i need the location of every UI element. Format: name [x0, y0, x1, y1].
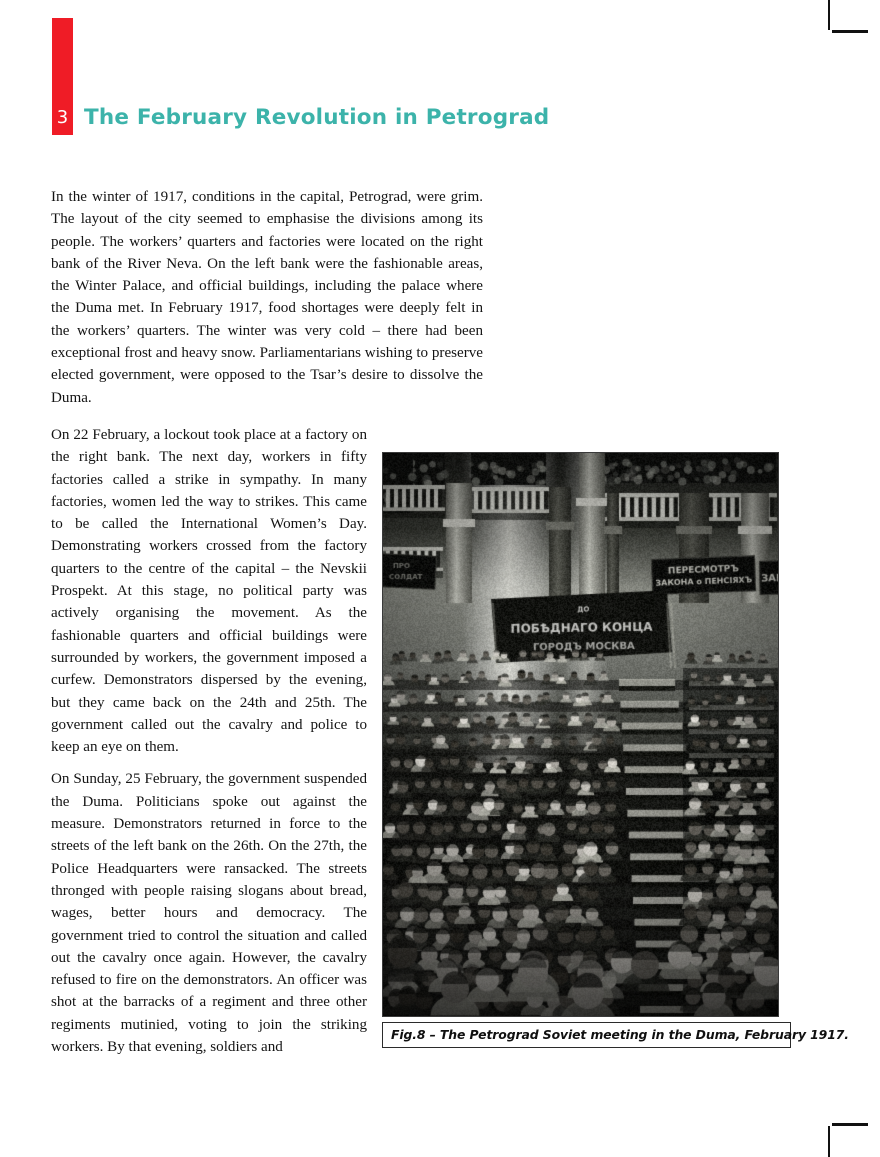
crop-mark-horizontal-line [832, 1123, 868, 1126]
chapter-number: 3 [56, 107, 69, 128]
paragraph: On 22 February, a lockout took place at a factory on the right bank. The next day, workers in fifty factories called a strike in sympathy. In many factories, women led the way to strikes. This came to be called the International Women’s Day. Demonstrating workers crossed from the factory quarters to the centre of the capital – the Nevskii Prospekt. At this stage, no political party was actively organising the movement. As the fashionable quarters and official buildings were surrounded by workers, the government imposed a curfew. Demonstrators dispersed by the evening, but they came back on the 24th and 25th. The government called out the cavalry and police to keep an eye on them. [51, 427, 367, 756]
figure-petrograd-soviet [382, 452, 849, 1048]
body-text-block-top [51, 186, 483, 409]
body-text-column-left [51, 424, 367, 1058]
page-title: The February Revolution in Petrograd [84, 105, 550, 130]
paragraph: On Sunday, 25 February, the government suspended the Duma. Politicians spoke out against the measure. Demonstrators returned in force to the streets of the left bank on the 26th. On the 27th, the Police Headquarters were ransacked. The streets thronged with people raising slogans about bread, wages, better hours and democracy. The government tried to control the situation and called out the cavalry once again. However, the cavalry refused to fire on the demonstrators. An officer was shot at the barracks of a regiment and three other regiments mutinied, voting to join the striking workers. By that evening, soldiers and [51, 771, 367, 1056]
chapter-header [0, 0, 880, 160]
figure-caption: Fig.8 – The Petrograd Soviet meeting in the Duma, February 1917. [382, 1022, 791, 1048]
figure-image-frame [382, 452, 779, 1017]
paragraph: In the winter of 1917, conditions in the capital, Petrograd, were grim. The layout of the city seemed to emphasise the divisions among its people. The workers’ quarters and factories were located on the right bank of the River Neva. On the left bank were the fashionable areas, the Winter Palace, and official buildings, including the palace where the Duma met. In February 1917, food shortages were deeply felt in the workers’ quarters. The winter was very cold – there had been exceptional frost and heavy snow. Parliamentarians wishing to preserve elected government, were opposed to the Tsar’s desire to dissolve the Duma. [51, 189, 483, 406]
crop-mark-bottom-right [820, 1117, 880, 1157]
figure-photograph [383, 453, 778, 1016]
crop-mark-vertical-line [828, 1126, 830, 1157]
